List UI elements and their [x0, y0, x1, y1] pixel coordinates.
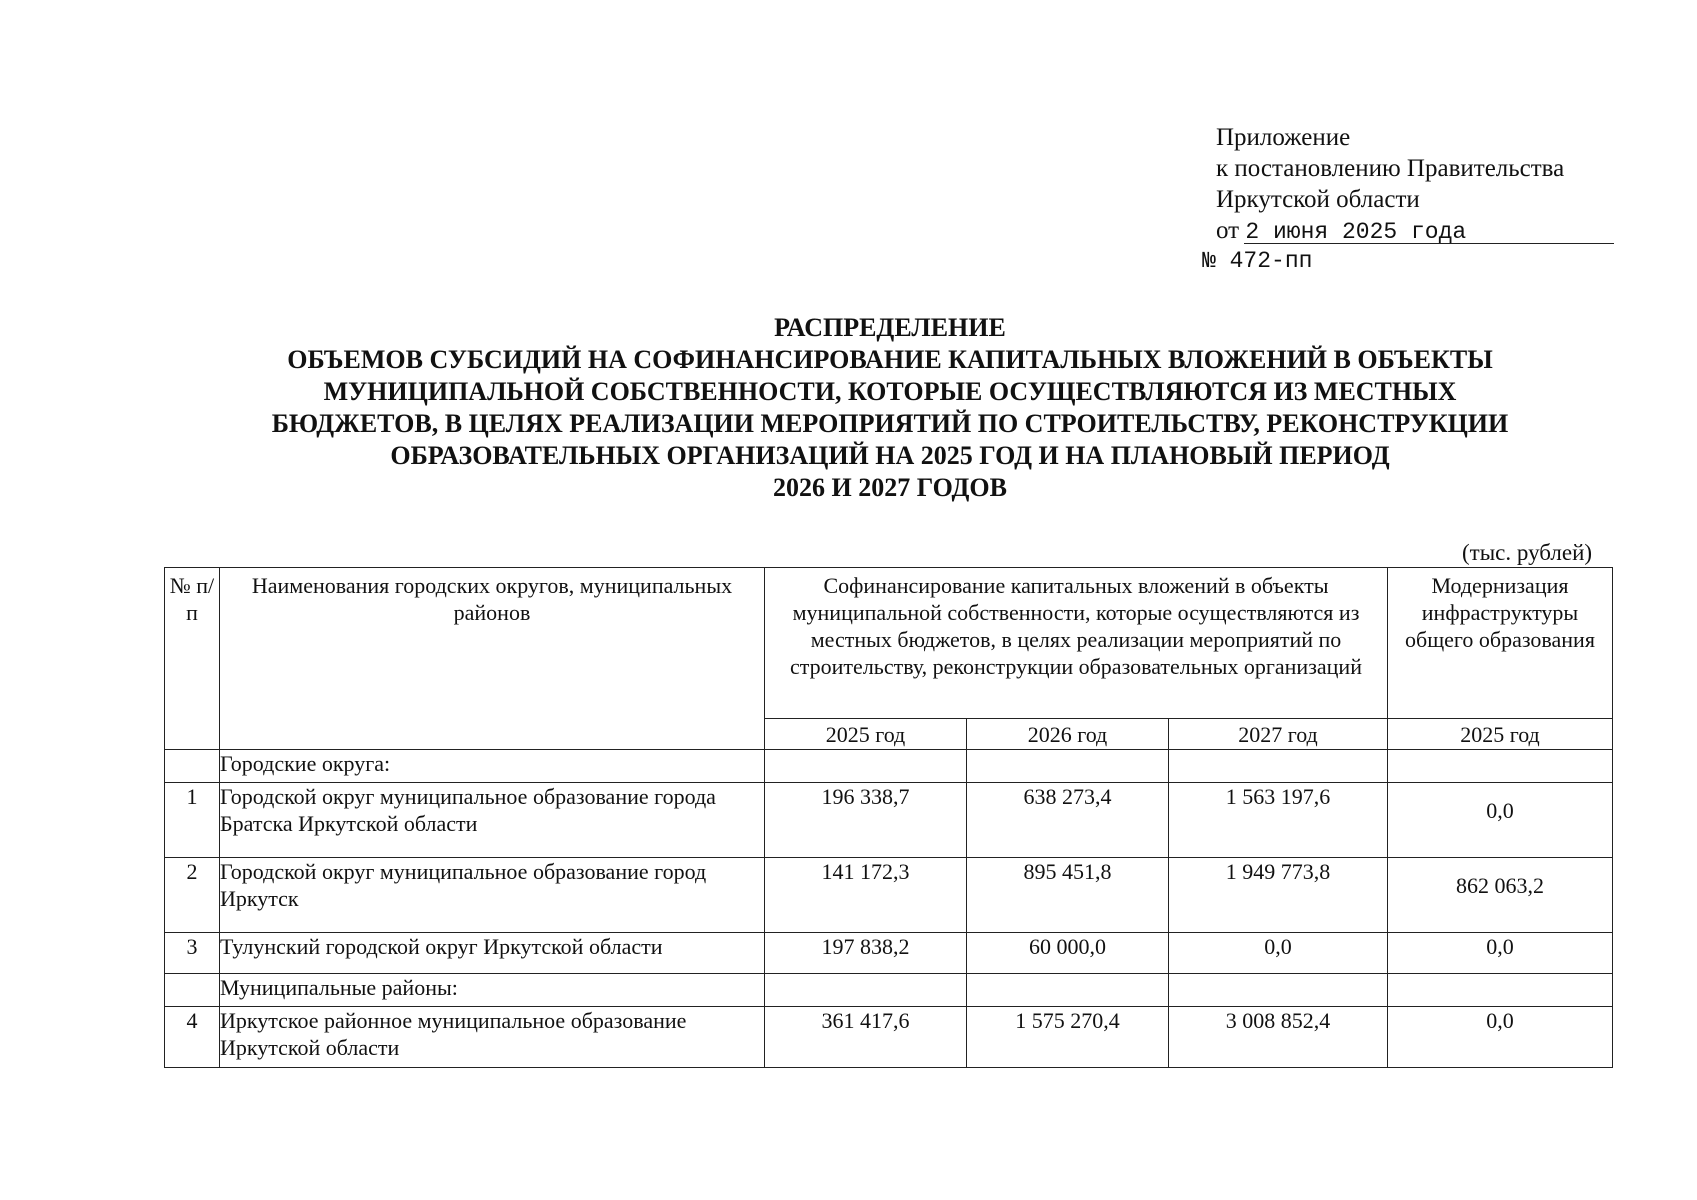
row-value: 895 451,8: [967, 858, 1169, 933]
table-row: [165, 933, 1613, 974]
row-value: 3 008 852,4: [1169, 1007, 1388, 1068]
table-row: [165, 1007, 1613, 1068]
row-value: 0,0: [1388, 933, 1613, 974]
row-name: Иркутское районное муниципальное образование Иркутской области: [220, 1007, 765, 1068]
section-label: Городские округа:: [220, 750, 765, 783]
row-value: 862 063,2: [1388, 858, 1613, 933]
row-value: 196 338,7: [765, 783, 967, 858]
header-num: № п/п: [165, 568, 220, 750]
header-cofinancing: Софинансирование капитальных вложений в объекты муниципальной собственности, которые осуществляются из местных бюджетов, в целях реализации мероприятий по строительству, реконструкции образовательных организаций: [765, 568, 1388, 719]
row-value: 0,0: [1388, 783, 1613, 858]
units-label: (тыс. рублей): [1462, 540, 1593, 565]
header-year: 2025 год: [765, 719, 967, 750]
row-name: Городской округ муниципальное образование город Иркутск: [220, 858, 765, 933]
row-value: 141 172,3: [765, 858, 967, 933]
subsidy-table: [164, 567, 1613, 1068]
approval-line-appendix: Приложение: [1216, 124, 1351, 151]
header-year: 2025 год: [1388, 719, 1613, 750]
section-row: [165, 750, 1613, 783]
header-modernization: Модернизация инфраструктуры общего образования: [1388, 568, 1613, 719]
row-value: 1 563 197,6: [1169, 783, 1388, 858]
table-row: [165, 783, 1613, 858]
row-value: 0,0: [1169, 933, 1388, 974]
title-line: РАСПРЕДЕЛЕНИЕ: [774, 313, 1006, 342]
title-line: БЮДЖЕТОВ, В ЦЕЛЯХ РЕАЛИЗАЦИИ МЕРОПРИЯТИЙ ПО СТРОИТЕЛЬСТВУ, РЕКОНСТРУКЦИИ: [271, 409, 1509, 438]
row-num: 4: [165, 1007, 220, 1068]
header-name: Наименования городских округов, муниципальных районов: [220, 568, 765, 750]
approval-line-region: Иркутской области: [1216, 186, 1420, 213]
approval-block: [1202, 122, 1616, 279]
row-value: 60 000,0: [967, 933, 1169, 974]
row-value: 1 949 773,8: [1169, 858, 1388, 933]
row-num: 1: [165, 783, 220, 858]
title-line: МУНИЦИПАЛЬНОЙ СОБСТВЕННОСТИ, КОТОРЫЕ ОСУЩЕСТВЛЯЮТСЯ ИЗ МЕСТНЫХ: [323, 377, 1457, 406]
title-line: ОБРАЗОВАТЕЛЬНЫХ ОРГАНИЗАЦИЙ НА 2025 ГОД И НА ПЛАНОВЫЙ ПЕРИОД: [390, 441, 1390, 470]
table-header-row: [165, 568, 1613, 719]
row-value: 0,0: [1388, 1007, 1613, 1068]
row-value: 197 838,2: [765, 933, 967, 974]
section-row: [165, 974, 1613, 1007]
row-name: Городской округ муниципальное образование города Братска Иркутской области: [220, 783, 765, 858]
header-year: 2027 год: [1169, 719, 1388, 750]
title-line: 2026 И 2027 ГОДОВ: [773, 473, 1007, 502]
table-row: [165, 858, 1613, 933]
row-value: 638 273,4: [967, 783, 1169, 858]
row-num: 3: [165, 933, 220, 974]
row-value: 361 417,6: [765, 1007, 967, 1068]
row-name: Тулунский городской округ Иркутской области: [220, 933, 765, 974]
approval-date-underline: [1244, 243, 1614, 244]
approval-date-line: [1216, 215, 1616, 248]
document-title: [160, 312, 1620, 504]
approval-line-resolution: к постановлению Правительства: [1216, 155, 1565, 182]
header-year: 2026 год: [967, 719, 1169, 750]
approval-date-prefix: от: [1216, 217, 1240, 244]
approval-number: № 472-пп: [1202, 248, 1313, 274]
section-label: Муниципальные районы:: [220, 974, 765, 1007]
row-num: 2: [165, 858, 220, 933]
approval-date: 2 июня 2025 года: [1245, 219, 1467, 245]
row-value: 1 575 270,4: [967, 1007, 1169, 1068]
title-line: ОБЪЕМОВ СУБСИДИЙ НА СОФИНАНСИРОВАНИЕ КАПИТАЛЬНЫХ ВЛОЖЕНИЙ В ОБЪЕКТЫ: [287, 345, 1493, 374]
